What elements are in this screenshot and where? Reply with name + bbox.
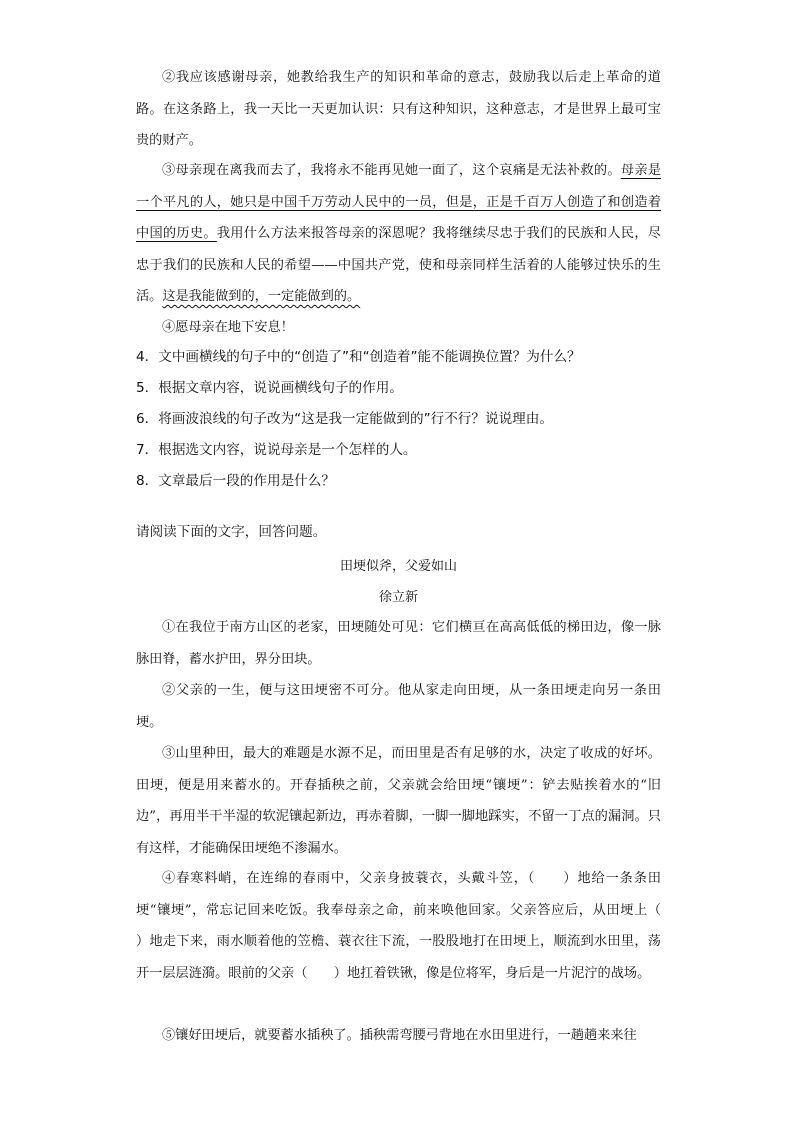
passage2-paragraph-3: ③山里种田，最大的难题是水源不足，而田里是否有足够的水，决定了收成的好坏。田埂，便是用来蓄水的。开春插秧之前，父亲就会给田埂“镶埂”：铲去贴挨着水的“旧边”，再用半干半湿的软泥镶起新边，再赤着脚，一脚一脚地踩实，不留一丁点的漏洞。只有这样，才能确保田埂绝不渗漏水。 — [136, 746, 661, 856]
passage2-paragraph-4: ④春寒料峭，在连绵的春雨中，父亲身披蓑衣，头戴斗笠，（ ）地给一条条田埂“镶埂”，常忘记回来吃饭。我奉母亲之命，前来唤他回家。父亲答应后，从田埂上（ ）地走下来，雨水顺着他的笠檐、蓑衣往下流，一股股地打在田埂上，顺流到水田里，荡开一层层涟漪。眼前的父亲（ ）地扛着铁锹，像是位将军，身后是一片泥泞的战场。 — [136, 871, 688, 981]
question-6: 6．将画波浪线的句子改为“这是我一定能做到的”行不行？说说理由。 — [136, 411, 553, 427]
passage1-p3-text-b: 我用什么方法来报答母亲的深恩呢？我将继续尽忠于我们的民族和人民，尽忠于我们的民族和人民的希望——中国共产党，使和母亲同样生活着的人能够过快乐的生活。 — [136, 226, 661, 304]
passage2-paragraph-2: ②父亲的一生，便与这田埂密不可分。他从家走向田埂，从一条田埂走向另一条田埂。 — [136, 683, 661, 730]
passage1-paragraph-3 — [136, 155, 661, 313]
underlined-sentence: 母亲是一个平凡的人，她只是中国千万劳动人民中的一员，但是，正是千百万人创造了和创造着中国的历史。 — [136, 163, 662, 241]
passage1-p3-text-a: ③母亲现在离我而去了，我将永不能再见她一面了，这个哀痛是无法补救的。 — [162, 163, 621, 178]
passage1-paragraph-4: ④愿母亲在地下安息！ — [162, 320, 294, 335]
article-author: 徐立新 — [378, 590, 418, 605]
passage2-paragraph-1: ①在我位于南方山区的老家，田埂随处可见：它们横亘在高高低低的梯田边，像一脉脉田脊，蓄水护田，界分田块。 — [136, 620, 661, 667]
wavy-underlined-sentence: 这是我能做到的，一定能做到的。 — [162, 289, 361, 304]
article-title: 田埂似斧，父爱如山 — [339, 559, 457, 574]
passage2-paragraph-5: ⑤镶好田埂后，就要蓄水插秧了。插秧需弯腰弓背地在水田里进行，一趟趟来来往 — [162, 1028, 637, 1043]
question-4: 4．文中画横线的句子中的“创造了”和“创造着”能不能调换位置？为什么？ — [136, 349, 581, 365]
reading-instruction: 请阅读下面的文字，回答问题。 — [136, 524, 327, 540]
question-7: 7．根据选文内容，说说母亲是一个怎样的人。 — [136, 442, 417, 458]
question-8: 8．文章最后一段的作用是什么？ — [136, 473, 335, 489]
passage1-paragraph-2: ②我应该感谢母亲，她教给我生产的知识和革命的意志，鼓励我以后走上革命的道路。在这条路上，我一天比一天更加认识：只有这种知识，这种意志，才是世界上最可宝贵的财产。 — [136, 70, 661, 148]
question-5: 5．根据文章内容，说说画横线句子的作用。 — [136, 380, 403, 396]
